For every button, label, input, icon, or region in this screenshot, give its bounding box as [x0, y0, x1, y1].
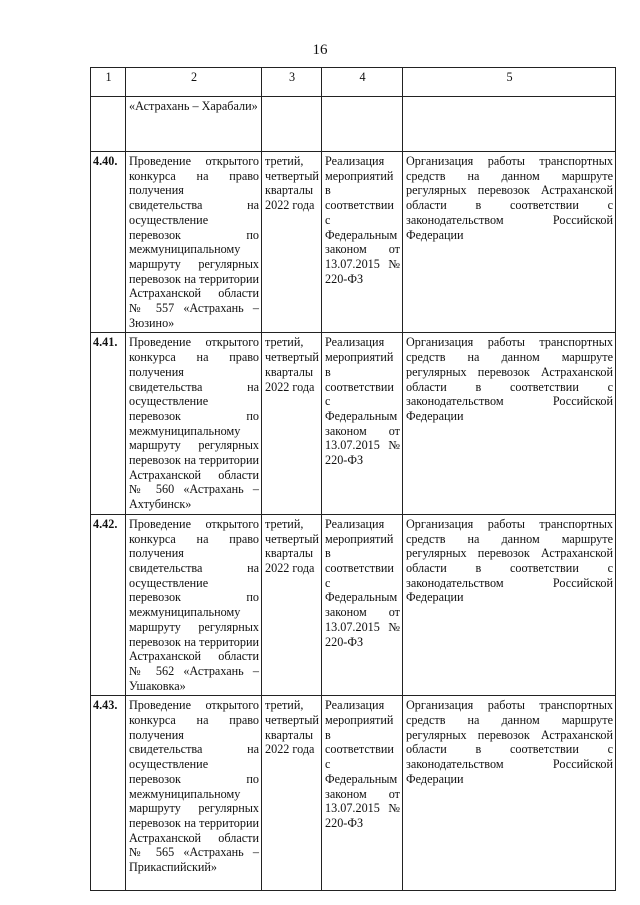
term-cell: третий, четвертый кварталы 2022 года — [262, 152, 322, 333]
column-header: 3 — [262, 68, 322, 97]
term-cell: третий, четвертый кварталы 2022 года — [262, 696, 322, 891]
column-header: 4 — [322, 68, 403, 97]
description-cell: Проведение открытого конкурса на право получения свидетельства на осуществление перевозок по межмуниципальному маршруту регулярных перевозок на территории Астраханской области № 560 «Астрахань – Ахтубинск» — [126, 333, 262, 514]
row-number-cell: 4.41. — [91, 333, 126, 514]
table-row — [91, 333, 616, 514]
result-cell — [403, 97, 616, 152]
row-number-cell: 4.40. — [91, 152, 126, 333]
description-cell: Проведение открытого конкурса на право получения свидетельства на осуществление перевозок по межмуниципальному маршруту регулярных перевозок на территории Астраханской области № 557 «Астрахань – Зюзино» — [126, 152, 262, 333]
row-number-cell: 4.42. — [91, 514, 126, 695]
row-number-cell: 4.43. — [91, 696, 126, 891]
mechanism-cell — [322, 97, 403, 152]
description-cell: «Астрахань – Харабали» — [126, 97, 262, 152]
mechanism-cell: Реализация мероприятий в соответствии с Федеральным законом от 13.07.2015 № 220-ФЗ — [322, 333, 403, 514]
column-header: 1 — [91, 68, 126, 97]
term-cell: третий, четвертый кварталы 2022 года — [262, 333, 322, 514]
table-row — [91, 152, 616, 333]
column-header: 2 — [126, 68, 262, 97]
table-row-continuation — [91, 97, 616, 152]
description-cell: Проведение открытого конкурса на право получения свидетельства на осуществление перевозок по межмуниципальному маршруту регулярных перевозок на территории Астраханской области № 565 «Астрахань – Прикаспийский» — [126, 696, 262, 891]
result-cell: Организация работы транспортных средств на данном маршруте регулярных перевозок Астраханской области в соответствии с законодательством Российской Федерации — [403, 696, 616, 891]
table-header-row — [91, 68, 616, 97]
mechanism-cell: Реализация мероприятий в соответствии с Федеральным законом от 13.07.2015 № 220-ФЗ — [322, 152, 403, 333]
mechanism-cell: Реализация мероприятий в соответствии с Федеральным законом от 13.07.2015 № 220-ФЗ — [322, 696, 403, 891]
column-header: 5 — [403, 68, 616, 97]
result-cell: Организация работы транспортных средств на данном маршруте регулярных перевозок Астраханской области в соответствии с законодательством Российской Федерации — [403, 514, 616, 695]
page-number: 16 — [312, 42, 328, 58]
table-row — [91, 514, 616, 695]
term-cell — [262, 97, 322, 152]
result-cell: Организация работы транспортных средств на данном маршруте регулярных перевозок Астраханской области в соответствии с законодательством Российской Федерации — [403, 152, 616, 333]
description-cell: Проведение открытого конкурса на право получения свидетельства на осуществление перевозок по межмуниципальному маршруту регулярных перевозок на территории Астраханской области № 562 «Астрахань – Ушаковка» — [126, 514, 262, 695]
row-number-cell — [91, 97, 126, 152]
term-cell: третий, четвертый кварталы 2022 года — [262, 514, 322, 695]
measures-table — [90, 67, 616, 891]
mechanism-cell: Реализация мероприятий в соответствии с Федеральным законом от 13.07.2015 № 220-ФЗ — [322, 514, 403, 695]
result-cell: Организация работы транспортных средств на данном маршруте регулярных перевозок Астраханской области в соответствии с законодательством Российской Федерации — [403, 333, 616, 514]
table-row — [91, 696, 616, 891]
